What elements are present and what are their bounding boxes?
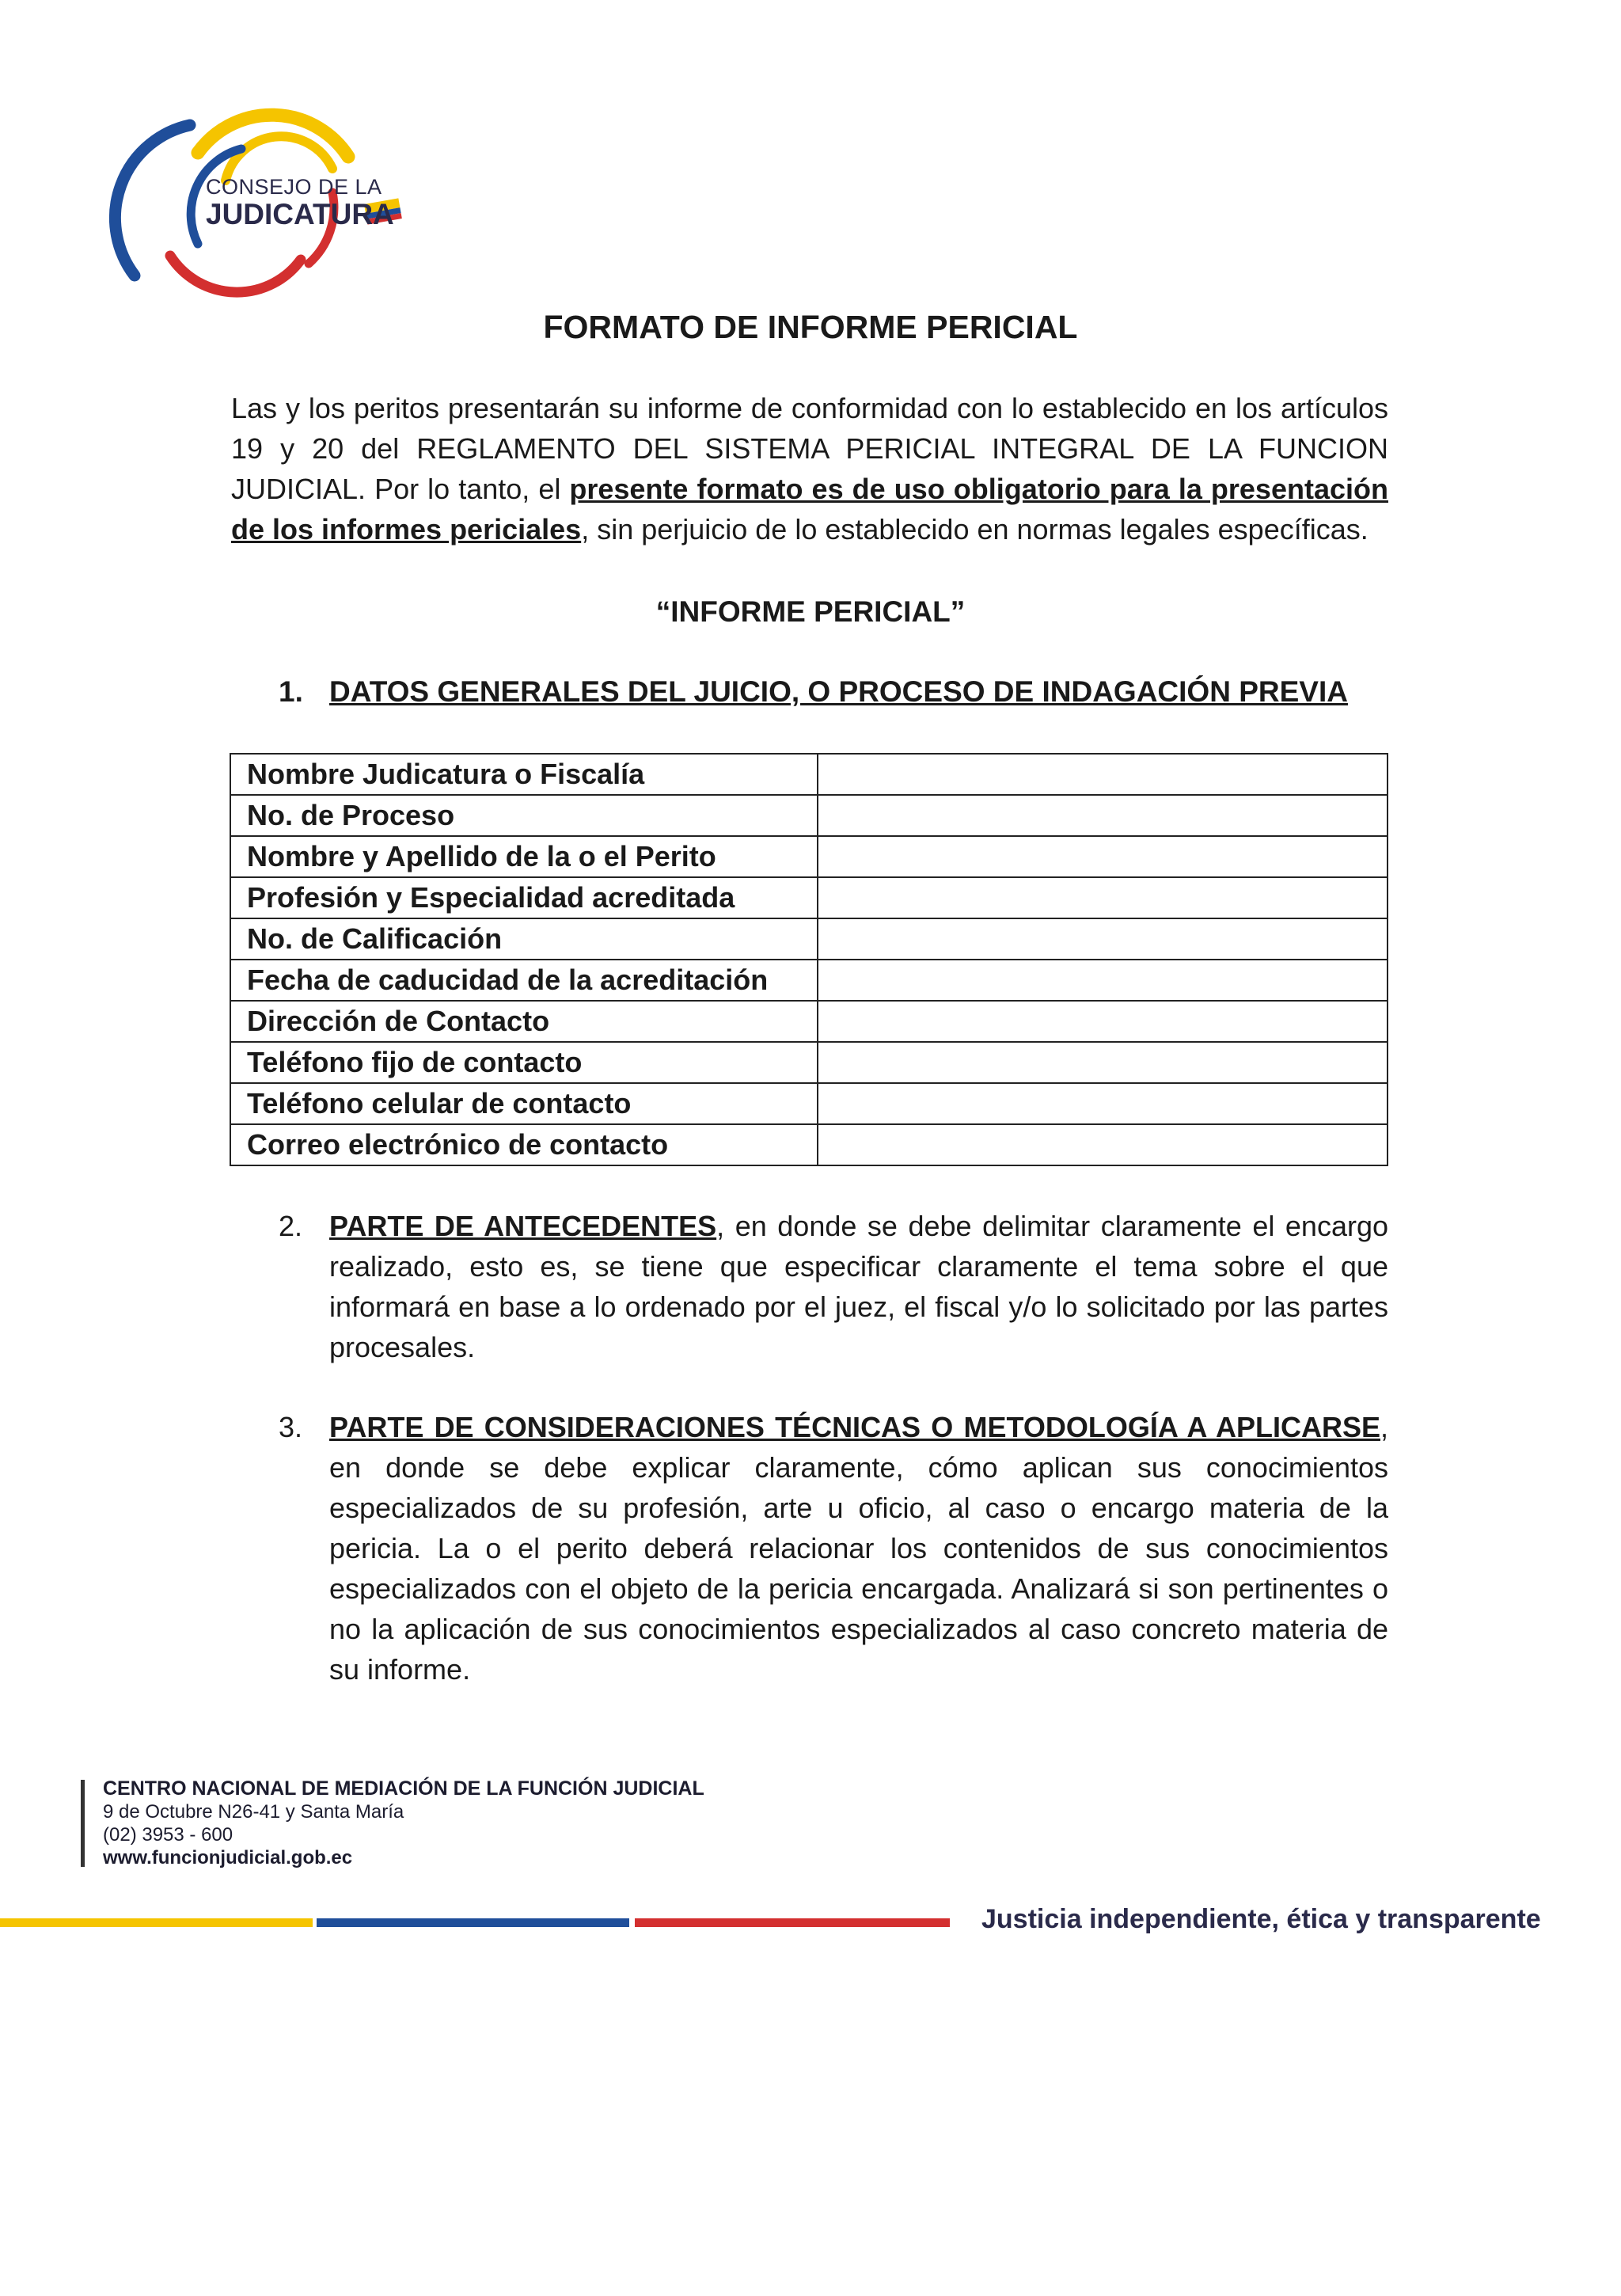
intro-text-part2: , sin perjuicio de lo establecido en normas legales específicas. [581,513,1369,545]
section2-number: 2. [279,1210,303,1242]
logo-text [206,177,394,229]
intro-emphasis: presente formato es de uso obligatorio para la presentación de los informes periciales [231,473,1388,545]
report-subtitle: “INFORME PERICIAL” [655,595,966,628]
table-label-cell: Nombre y Apellido de la o el Perito [230,836,818,877]
table-label-cell: No. de Calificación [230,918,818,960]
table-label-cell: Profesión y Especialidad acreditada [230,877,818,918]
section2-body [329,1206,1388,1367]
footer-phone: (02) 3953 - 600 [103,1824,233,1846]
table-row [230,877,1388,918]
footer-org: CENTRO NACIONAL DE MEDIACIÓN DE LA FUNCIÓN JUDICIAL [103,1777,704,1800]
table-value-cell[interactable] [818,1083,1388,1124]
table-row [230,836,1388,877]
logo-line-2: JUDICATURA [206,198,394,230]
section1-heading [279,675,1348,709]
footer-divider [81,1780,85,1867]
section1-number: 1. [279,675,303,708]
section2 [279,1206,1388,1367]
section3-heading: PARTE DE CONSIDERACIONES TÉCNICAS O METODOLOGÍA A APLICARSE [329,1411,1380,1443]
table-row [230,1001,1388,1042]
table-label-cell: Correo electrónico de contacto [230,1124,818,1165]
table-row [230,795,1388,836]
table-row [230,960,1388,1001]
section3 [279,1407,1388,1690]
footer-slogan: Justicia independiente, ética y transparente [981,1904,1541,1934]
section1-title: DATOS GENERALES DEL JUICIO, O PROCESO DE INDAGACIÓN PREVIA [329,675,1348,708]
table-label-cell: Dirección de Contacto [230,1001,818,1042]
table-label-cell: No. de Proceso [230,795,818,836]
table-row [230,1083,1388,1124]
table-value-cell[interactable] [818,918,1388,960]
logo-line-1: CONSEJO DE LA [206,175,382,199]
table-row [230,754,1388,795]
footer-website[interactable]: www.funcionjudicial.gob.ec [103,1847,353,1868]
table-value-cell[interactable] [818,877,1388,918]
table-label-cell: Nombre Judicatura o Fiscalía [230,754,818,795]
table-row [230,918,1388,960]
footer-stripe-red [635,1918,950,1927]
table-row [230,1124,1388,1165]
section2-text: , en donde se debe delimitar claramente el encargo realizado, esto es, se tiene que especificar claramente el tema sobre el que informará en base a lo ordenado por el juez, el fiscal y/o lo solicitado por las partes procesales. [329,1210,1389,1363]
intro-text-part1: Las y los peritos presentarán su informe de conformidad con lo establecido en los artículos 19 y 20 del REGLAMENTO DEL SISTEMA PERICIAL INTEGRAL DE LA FUNCION JUDICIAL. Por lo tanto, el [231,392,1388,505]
section2-heading: PARTE DE ANTECEDENTES [329,1210,717,1242]
table-value-cell[interactable] [818,1042,1388,1083]
footer-stripe-yellow [0,1918,313,1927]
footer-contact-info [103,1777,704,1869]
footer-address: 9 de Octubre N26-41 y Santa María [103,1801,404,1823]
table-value-cell[interactable] [818,836,1388,877]
table-row [230,1042,1388,1083]
intro-paragraph [231,388,1388,549]
consejo-judicatura-logo [95,93,412,299]
section3-number: 3. [279,1411,303,1443]
table-label-cell: Teléfono celular de contacto [230,1083,818,1124]
general-data-table [230,753,1388,1166]
footer-stripe-blue [317,1918,629,1927]
table-value-cell[interactable] [818,960,1388,1001]
table-value-cell[interactable] [818,754,1388,795]
table-value-cell[interactable] [818,795,1388,836]
section3-text: , en donde se debe explicar claramente, cómo aplican sus conocimientos especializados de su profesión, arte u oficio, al caso o encargo materia de la pericia. La o el perito deberá relacionar los contenidos de sus conocimientos especializados con el objeto de la pericia encargada. Analizará si son pertinentes o no la aplicación de sus conocimientos especializados al caso concreto materia de su informe. [329,1411,1388,1686]
table-label-cell: Fecha de caducidad de la acreditación [230,960,818,1001]
table-value-cell[interactable] [818,1001,1388,1042]
table-value-cell[interactable] [818,1124,1388,1165]
section3-body [329,1407,1388,1690]
document-title: FORMATO DE INFORME PERICIAL [543,309,1078,345]
table-label-cell: Teléfono fijo de contacto [230,1042,818,1083]
